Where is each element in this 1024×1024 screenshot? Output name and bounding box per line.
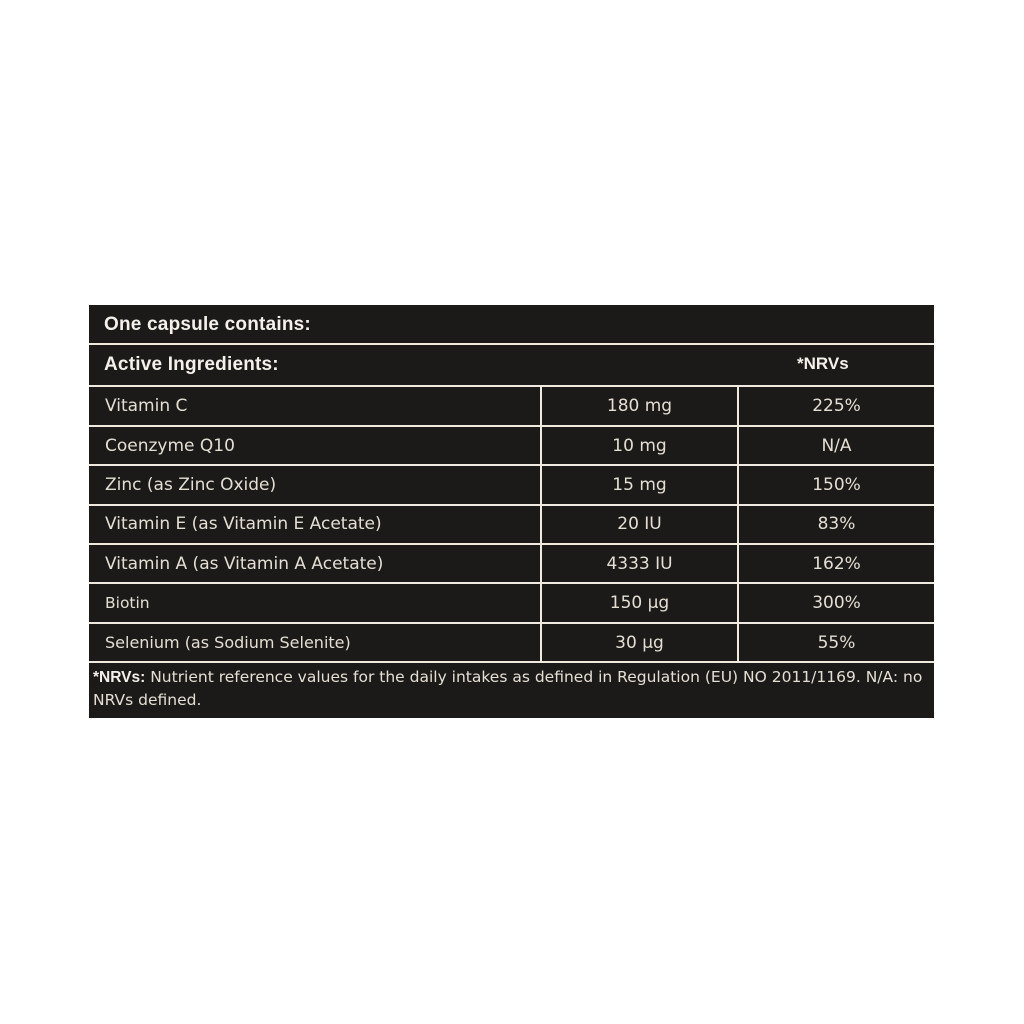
ingredient-nrv: N/A — [821, 436, 852, 456]
nutrition-panel — [89, 305, 934, 718]
nrv-column-header: *NRVs — [797, 354, 849, 373]
ingredient-amount: 20 IU — [617, 514, 662, 534]
table-row — [89, 387, 934, 425]
ingredient-nrv: 150% — [812, 475, 861, 495]
table-row — [89, 545, 934, 583]
nrv-footnote — [93, 666, 928, 711]
section-label: Active Ingredients: — [104, 354, 279, 375]
ingredient-amount: 180 mg — [606, 396, 673, 416]
ingredient-name: Vitamin C — [105, 396, 188, 416]
ingredient-name: Coenzyme Q10 — [105, 436, 235, 456]
table-row — [89, 624, 934, 662]
ingredient-nrv: 162% — [812, 554, 861, 574]
ingredient-amount: 4333 IU — [606, 554, 673, 574]
table-row — [89, 427, 934, 465]
table-bottom-divider — [89, 661, 934, 663]
panel-title: One capsule contains: — [104, 314, 311, 335]
table-row — [89, 584, 934, 622]
ingredient-amount: 150 µg — [609, 593, 670, 613]
table-row — [89, 466, 934, 504]
ingredient-name: Biotin — [105, 594, 150, 612]
footnote-text: Nutrient reference values for the daily intakes as defined in Regulation (EU) NO 2011/1169. N/A: no NRVs defined. — [93, 668, 923, 709]
footnote-term: *NRVs: — [93, 669, 146, 686]
title-divider — [89, 343, 934, 345]
ingredient-name: Vitamin A (as Vitamin A Acetate) — [105, 554, 384, 574]
ingredient-nrv: 83% — [817, 514, 856, 534]
ingredient-nrv: 225% — [812, 396, 861, 416]
ingredient-name: Vitamin E (as Vitamin E Acetate) — [105, 514, 382, 534]
ingredient-name: Selenium (as Sodium Selenite) — [105, 633, 351, 652]
table-row — [89, 505, 934, 543]
ingredient-amount: 10 mg — [612, 436, 667, 456]
ingredient-nrv: 55% — [817, 633, 856, 653]
ingredient-nrv: 300% — [812, 593, 861, 613]
ingredient-amount: 30 µg — [615, 633, 664, 653]
ingredient-amount: 15 mg — [612, 475, 667, 495]
ingredient-name: Zinc (as Zinc Oxide) — [105, 475, 277, 495]
